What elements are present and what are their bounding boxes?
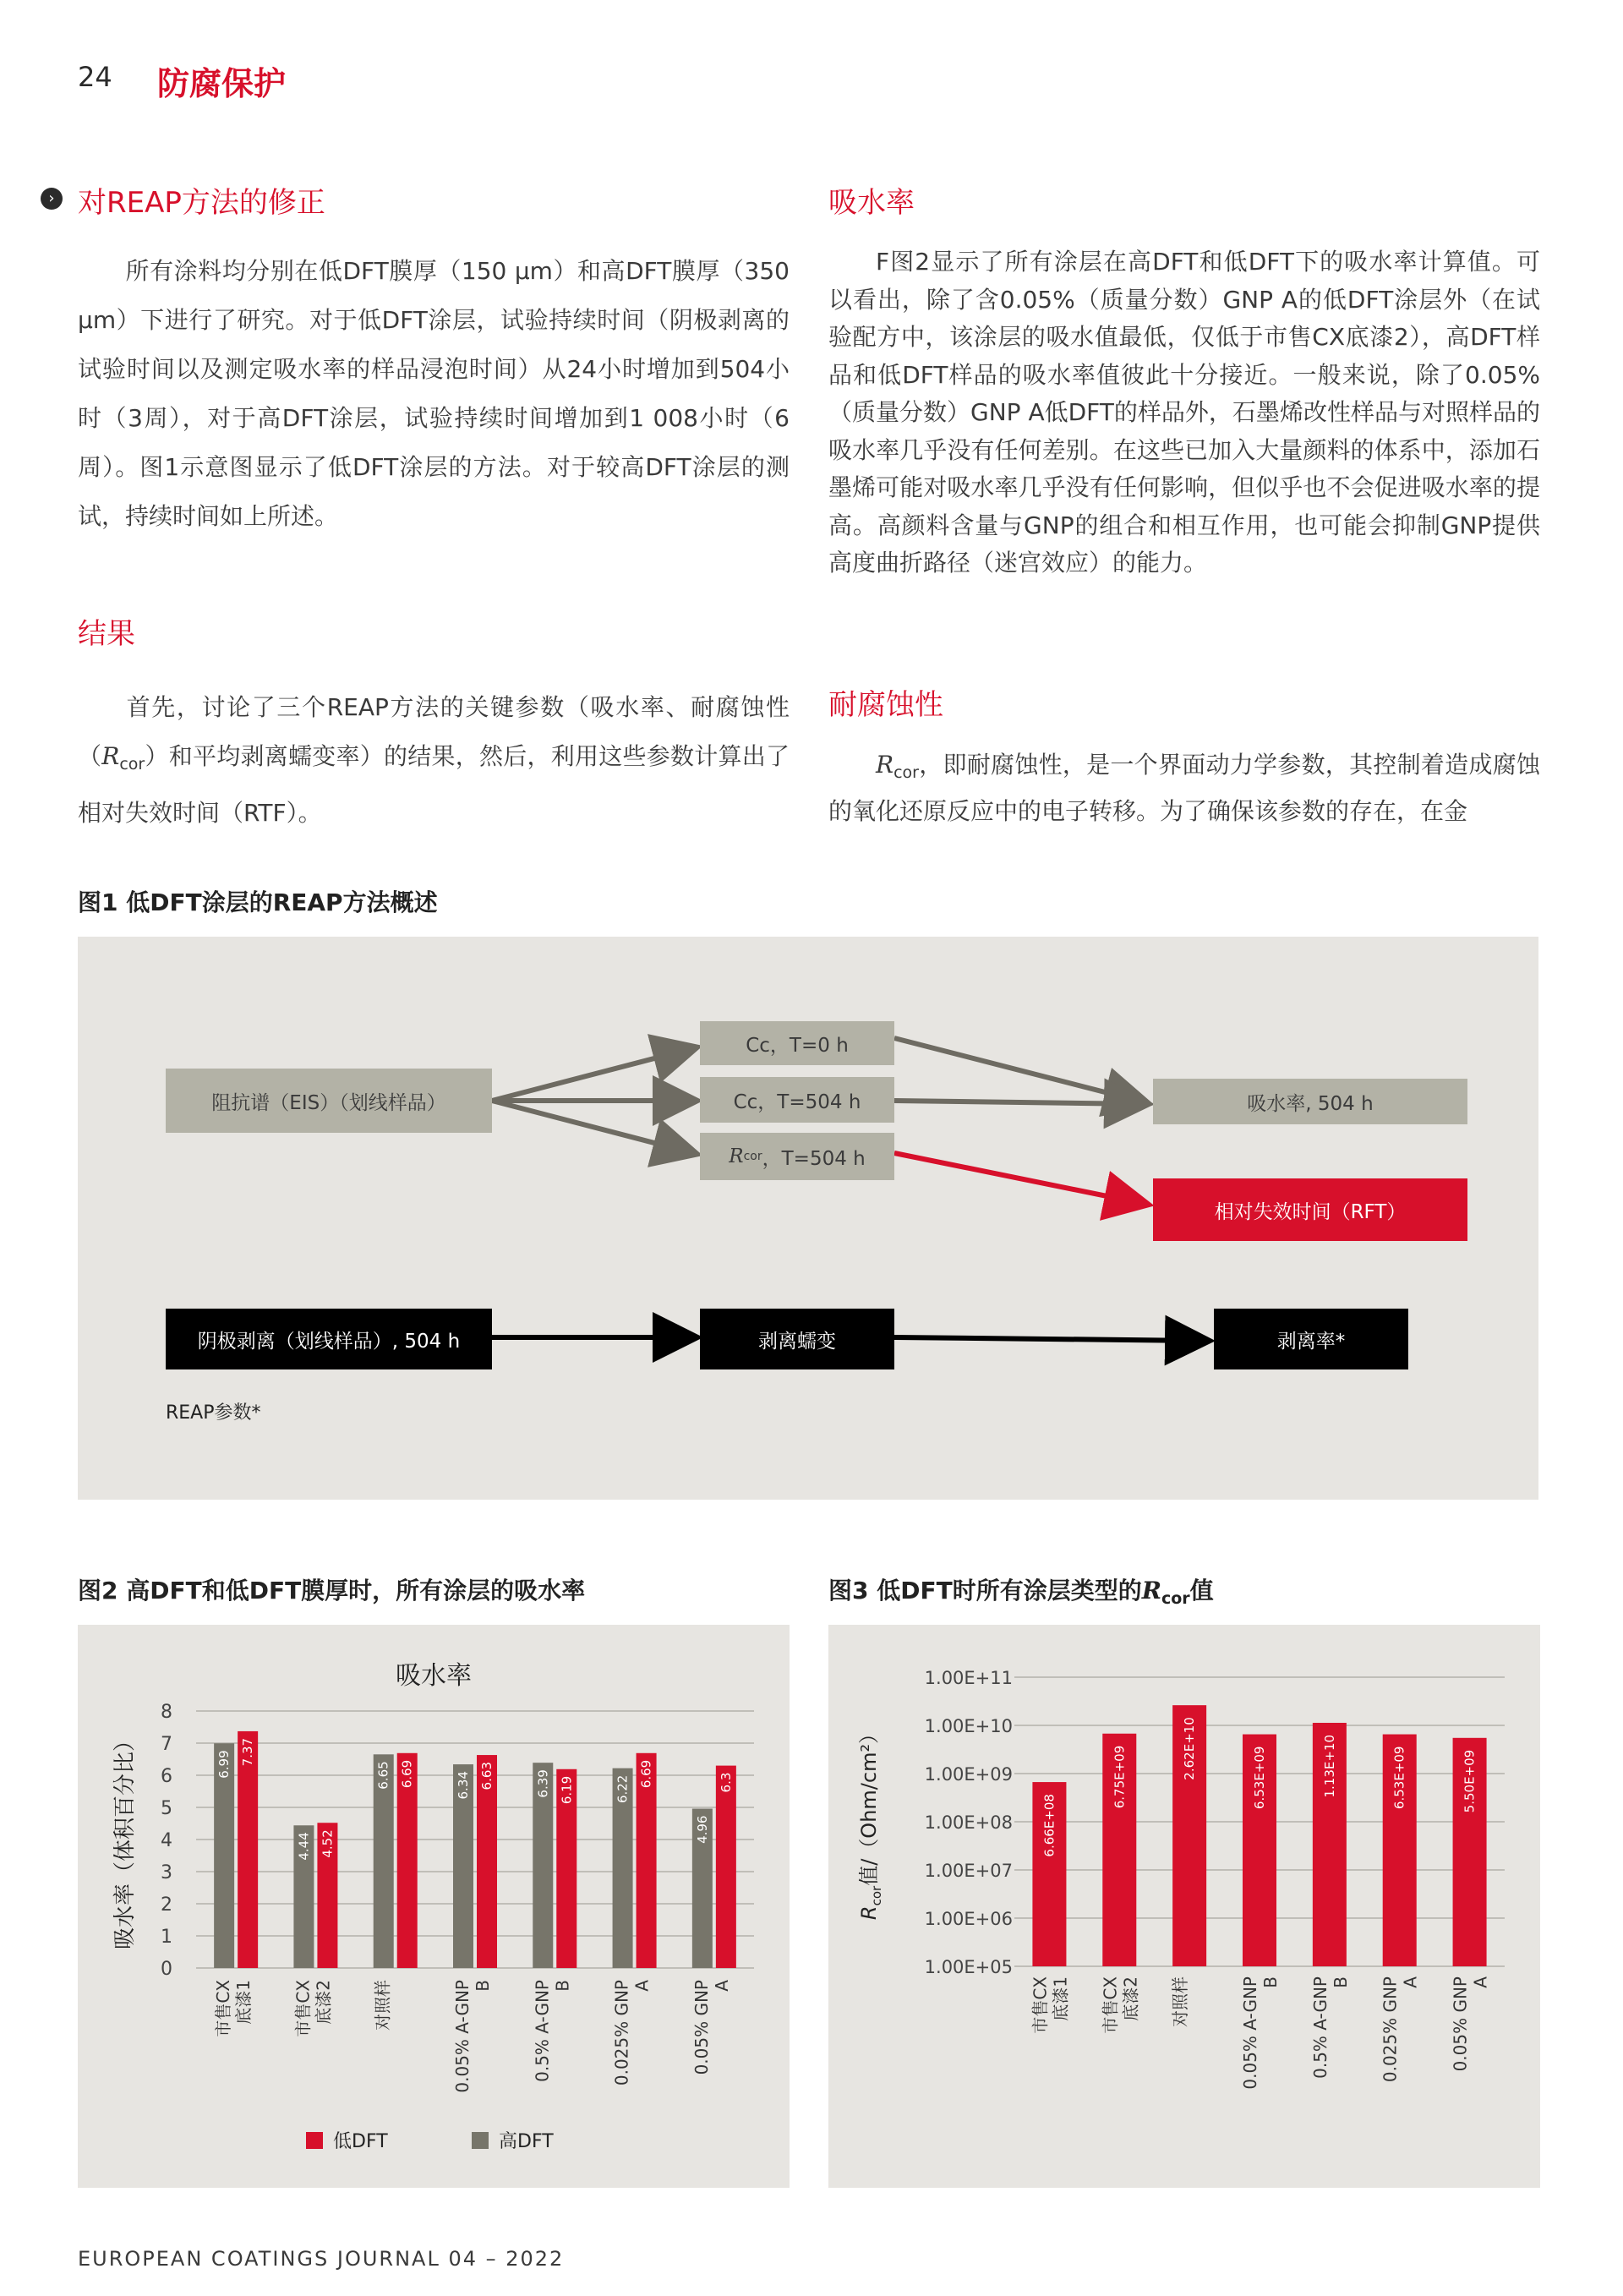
chart2-category-label: 市售CX — [213, 1980, 234, 2037]
paragraph-results — [78, 683, 790, 838]
figure3-caption — [828, 1572, 1214, 1608]
rcor-chart — [828, 1625, 1540, 2188]
page-number: 24 — [78, 61, 112, 93]
chart3-category-label: 底漆1 — [1050, 1976, 1071, 2021]
chart2-category-label: 0.05% GNP — [691, 1980, 712, 2075]
chart3-ytick-label: 1.00E+09 — [924, 1764, 1013, 1785]
chart3-category-label: 底漆2 — [1120, 1976, 1141, 2021]
chart2-category-label: 底漆2 — [313, 1980, 334, 2025]
chart3-ytick-label: 1.00E+11 — [924, 1668, 1013, 1688]
box-cathodic-disbondment: 阴极剥离（划线样品）, 504 h — [166, 1309, 492, 1369]
chart2-data-label: 6.69 — [399, 1759, 415, 1789]
chart2-bar — [716, 1766, 736, 1968]
arrow-creep-to-rate — [894, 1337, 1205, 1341]
chart2-data-label: 6.34 — [456, 1771, 471, 1800]
chart2-ytick-label: 8 — [161, 1702, 172, 1723]
chart2-data-label: 4.96 — [694, 1815, 710, 1844]
rcor-subscript-2: cor — [893, 763, 919, 782]
chart3-data-label: 6.66E+08 — [1041, 1794, 1057, 1857]
chart2-legend-swatch — [472, 2132, 489, 2149]
box-disbondment-creep: 剥离蠕变 — [700, 1309, 894, 1369]
chart2-ytick-label: 4 — [161, 1830, 172, 1851]
paragraph-methods-text: 所有涂料均分别在低DFT膜厚（150 µm）和高DFT膜厚（350 µm）下进行了研究。对于低DFT涂层，试验持续时间（阴极剥离的试验时间以及测定吸水率的样品浸泡时间）从24小时增加到504小时（3周），对于高DFT涂层，试验持续时间增加到1 008小时（6周）。图1示意图显示了低DFT涂层的方法。对于较高DFT涂层的测试，持续时间如上所述。 — [78, 257, 790, 530]
chart3-ytick-label: 1.00E+10 — [924, 1716, 1013, 1736]
chart3-category-label: A — [1470, 1976, 1491, 1988]
heading-reap-modification: 对REAP方法的修正 — [78, 186, 325, 220]
chart3-category-label: 对照样 — [1170, 1976, 1191, 2027]
chart2-ytick-label: 0 — [161, 1959, 172, 1980]
paragraph-corrosion — [828, 746, 1540, 831]
chart2-ytick-label: 2 — [161, 1894, 172, 1916]
chart3-ytick-label: 1.00E+06 — [924, 1909, 1013, 1929]
water-absorption-text: F图2显示了所有涂层在高DFT和低DFT下的吸水率计算值。可以看出，除了含0.05%（质量分数）GNP A的低DFT涂层外（在试验配方中，该涂层的吸水值最低，仅低于市售CX底漆2），高DFT样品和低DFT样品的吸水率值彼此十分接近。一般来说，除了0.05%（质量分数）GNP A低DFT的样品外，石墨烯改性样品与对照样品的吸水率几乎没有任何差别。在这些已加入大量颜料的体系中，添加石墨烯可能对吸水率几乎没有任何影响，但似乎也不会促进吸水率的提高。高颜料含量与GNP的组合和相互作用，也可能会抑制GNP提供高度曲折路径（迷宫效应）的能力。 — [828, 248, 1540, 577]
chart3-data-label: 6.75E+09 — [1112, 1745, 1128, 1809]
chart3-category-label: A — [1400, 1976, 1421, 1988]
rcor-symbol: R — [101, 742, 120, 770]
rcor-subscript-fig1: cor — [743, 1150, 762, 1163]
chart3-ytick-label: 1.00E+07 — [924, 1861, 1013, 1881]
paragraph-methods — [78, 247, 790, 541]
figure2-chart — [78, 1625, 790, 2188]
results-text-b: ）和平均剥离蠕变率）的结果，然后，利用这些参数计算出了相对失效时间（RTF）。 — [78, 742, 790, 827]
chart2-category-label: A — [711, 1980, 732, 1992]
chart3-ytick-label: 1.00E+05 — [924, 1957, 1013, 1977]
chart2-category-label: A — [631, 1980, 653, 1992]
heading-water-absorption: 吸水率 — [828, 186, 915, 220]
chart2-category-label: B — [552, 1980, 573, 1992]
box-disbondment-rate: 剥离率* — [1214, 1309, 1408, 1369]
chart2-data-label: 6.3 — [718, 1772, 734, 1793]
chart3-ylabel: $R_{cor}$值/（Ohm/cm²） — [857, 1723, 884, 1921]
chart2-category-label: 0.5% A-GNP — [532, 1980, 553, 2082]
chart2-category-label: 对照样 — [372, 1980, 393, 2031]
chart2-legend-label: 低DFT — [333, 2131, 388, 2152]
rcor-subscript: cor — [119, 755, 145, 774]
chart2-data-label: 6.99 — [216, 1750, 232, 1779]
figure2-caption: 图2 高DFT和低DFT膜厚时，所有涂层的吸水率 — [78, 1577, 586, 1604]
chart2-data-label: 6.65 — [375, 1761, 391, 1790]
chart3-data-label: 6.53E+09 — [1391, 1746, 1407, 1810]
chart2-title: 吸水率 — [396, 1661, 472, 1691]
chart2-ytick-label: 7 — [161, 1734, 172, 1755]
rcor-symbol-fig1: R — [729, 1145, 744, 1167]
water-absorption-chart — [78, 1625, 790, 2188]
chart3-category-label: B — [1330, 1976, 1351, 1988]
chart2-ytick-label: 5 — [161, 1798, 172, 1819]
reap-parameters-note: REAP参数* — [166, 1402, 261, 1424]
arrow-cc0-to-water — [894, 1038, 1145, 1102]
chart2-ytick-label: 1 — [161, 1927, 172, 1948]
chart3-category-label: 0.025% GNP — [1380, 1976, 1401, 2083]
chart3-category-label: 0.05% GNP — [1450, 1976, 1471, 2072]
arrow-eis-to-rcor — [492, 1101, 693, 1153]
arrow-rcor-to-rft — [894, 1153, 1145, 1204]
chart3-data-label: 5.50E+09 — [1462, 1749, 1478, 1813]
box-cc-t504: Cc，T=504 h — [700, 1077, 894, 1123]
chart2-category-label: B — [473, 1980, 493, 1992]
chart2-data-label: 6.63 — [479, 1762, 495, 1790]
arrow-cc504-to-water — [894, 1101, 1145, 1104]
corrosion-text: ，即耐腐蚀性，是一个界面动力学参数，其控制着造成腐蚀的氧化还原反应中的电子转移。为了确保该参数的存在，在金 — [828, 751, 1540, 825]
chart3-ytick-label: 1.00E+08 — [924, 1812, 1013, 1833]
results-text-a: 首先，讨论了三个REAP方法的关键参数（吸水率、耐腐蚀性（ — [78, 693, 790, 770]
paragraph-water-absorption — [828, 243, 1540, 582]
chart2-data-label: 6.19 — [559, 1775, 575, 1805]
box-eis: 阻抗谱（EIS）（划线样品） — [166, 1069, 492, 1133]
figure3-chart — [828, 1625, 1540, 2188]
figure3-caption-sub: cor — [1161, 1589, 1190, 1608]
chart2-data-label: 4.52 — [320, 1829, 336, 1858]
chart2-category-label: 市售CX — [292, 1980, 314, 2037]
box-water-absorption: 吸水率, 504 h — [1153, 1079, 1467, 1124]
box-rft: 相对失效时间（RFT） — [1153, 1178, 1467, 1241]
chart3-data-label: 6.53E+09 — [1252, 1746, 1267, 1810]
figure3-caption-a: 图3 低DFT时所有涂层类型的 — [828, 1577, 1142, 1604]
chart2-ylabel: 吸水率（体积百分比） — [112, 1729, 138, 1950]
chart3-category-label: 市售CX — [1100, 1976, 1121, 2034]
chart2-category-label: 0.05% A-GNP — [452, 1980, 473, 2093]
chart3-data-label: 2.62E+10 — [1182, 1717, 1198, 1780]
chart2-category-label: 0.025% GNP — [611, 1980, 632, 2086]
chart2-data-label: 6.69 — [638, 1759, 654, 1789]
chart3-data-label: 1.13E+10 — [1321, 1734, 1337, 1798]
box-cc-t0: Cc，T=0 h — [700, 1021, 894, 1065]
heading-results: 结果 — [78, 617, 135, 651]
chart3-category-label: 0.05% A-GNP — [1240, 1976, 1260, 2090]
rcor-symbol-2: R — [876, 751, 894, 779]
section-title: 防腐保护 — [157, 65, 287, 102]
chart3-category-label: B — [1260, 1976, 1281, 1988]
rcor-time-label: ，T=504 h — [762, 1147, 866, 1170]
chart2-legend-swatch — [306, 2132, 323, 2149]
chart2-category-label: 底漆1 — [233, 1980, 254, 2025]
chart3-category-label: 市售CX — [1030, 1976, 1051, 2034]
heading-corrosion-resistance: 耐腐蚀性 — [828, 688, 943, 722]
figure1-caption: 图1 低DFT涂层的REAP方法概述 — [78, 888, 438, 916]
chart2-legend-label: 高DFT — [499, 2131, 554, 2152]
chart3-category-label: 0.5% A-GNP — [1309, 1976, 1331, 2079]
chart2-ytick-label: 3 — [161, 1862, 172, 1883]
chart2-data-label: 6.22 — [615, 1774, 631, 1804]
figure3-caption-rcor: R — [1141, 1577, 1161, 1604]
box-rcor-t504 — [700, 1133, 894, 1180]
chart2-data-label: 7.37 — [240, 1737, 256, 1767]
chart2-data-label: 6.39 — [535, 1769, 551, 1798]
figure3-caption-b: 值 — [1189, 1577, 1214, 1604]
chevron-right-icon: › — [41, 188, 63, 210]
chart2-ytick-label: 6 — [161, 1766, 172, 1787]
chart2-data-label: 4.44 — [296, 1832, 312, 1861]
arrow-eis-to-cc0 — [492, 1048, 693, 1101]
journal-footer: EUROPEAN COATINGS JOURNAL 04 – 2022 — [78, 2247, 565, 2271]
figure1-diagram — [78, 937, 1538, 1500]
